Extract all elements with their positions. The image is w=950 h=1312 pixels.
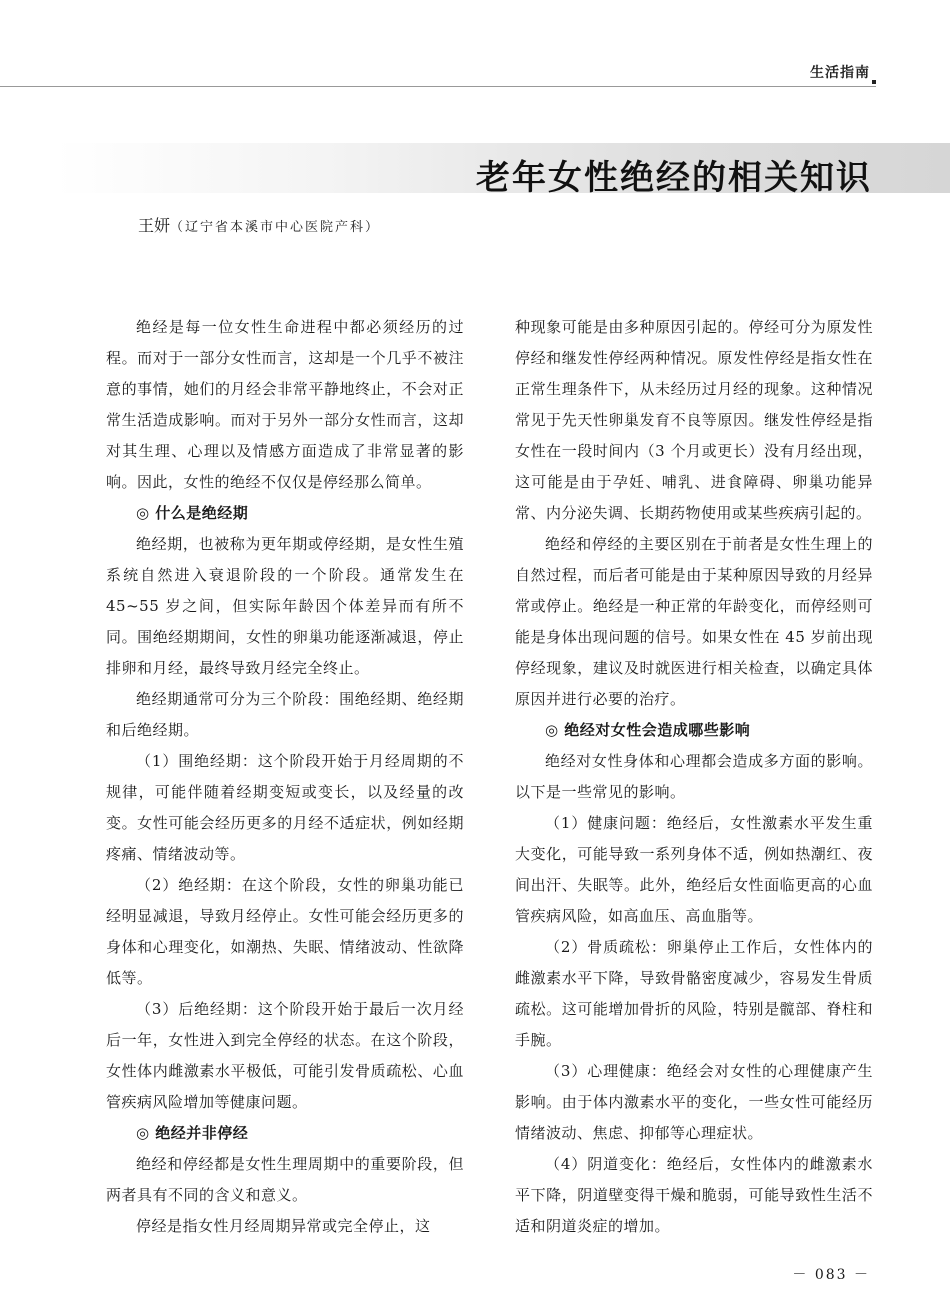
article-title: 老年女性绝经的相关知识: [476, 158, 872, 198]
byline: [138, 213, 380, 236]
section-heading: ◎ 绝经对女性会造成哪些影响: [545, 721, 751, 739]
paragraph: （1）围绝经期：这个阶段开始于月经周期的不规律，可能伴随着经期变短或变长，以及经量的改变。女性可能会经历更多的月经不适症状，例如经期疼痛、情绪波动等。: [106, 752, 464, 863]
paragraph: （3）后绝经期：这个阶段开始于最后一次月经后一年，女性进入到完全停经的状态。在这个阶段，女性体内雌激素水平极低，可能引发骨质疏松、心血管疾病风险增加等健康问题。: [106, 1000, 464, 1111]
section-label: 生活指南: [810, 65, 870, 81]
section-heading: ◎ 什么是绝经期: [136, 504, 249, 522]
paragraph: （3）心理健康：绝经会对女性的心理健康产生影响。由于体内激素水平的变化，一些女性可能经历情绪波动、焦虑、抑郁等心理症状。: [515, 1062, 873, 1142]
paragraph: 绝经和停经的主要区别在于前者是女性生理上的自然过程，而后者可能是由于某种原因导致的月经异常或停止。绝经是一种正常的年龄变化，而停经则可能是身体出现问题的信号。如果女性在 45 岁前出现停经现象，建议及时就医进行相关检查，以确定具体原因并进行必要的治疗。: [515, 535, 873, 708]
paragraph: 绝经和停经都是女性生理周期中的重要阶段，但两者具有不同的含义和意义。: [106, 1155, 464, 1204]
section-heading: ◎ 绝经并非停经: [136, 1124, 249, 1142]
paragraph: 停经是指女性月经周期异常或完全停止，这: [136, 1217, 431, 1235]
paragraph: 绝经期，也被称为更年期或停经期，是女性生殖系统自然进入衰退阶段的一个阶段。通常发生在 45~55 岁之间，但实际年龄因个体差异而有所不同。围绝经期期间，女性的卵巢功能逐渐减退，停止排卵和月经，最终导致月经完全终止。: [106, 535, 464, 677]
paragraph: 绝经是每一位女性生命进程中都必须经历的过程。而对于一部分女性而言，这却是一个几乎不被注意的事情，她们的月经会非常平静地终止，不会对正常生活造成影响。而对于另外一部分女性而言，这却对其生理、心理以及情感方面造成了非常显著的影响。因此，女性的绝经不仅仅是停经那么简单。: [106, 318, 464, 491]
right-column: [515, 312, 873, 1242]
author-name: 王妍: [138, 216, 171, 235]
paragraph: 绝经期通常可分为三个阶段：围绝经期、绝经期和后绝经期。: [106, 690, 464, 739]
paragraph: （4）阴道变化：绝经后，女性体内的雌激素水平下降，阴道壁变得干燥和脆弱，可能导致性生活不适和阴道炎症的增加。: [515, 1155, 873, 1235]
paragraph: （2）骨质疏松：卵巢停止工作后，女性体内的雌激素水平下降，导致骨骼密度减少，容易发生骨质疏松。这可能增加骨折的风险，特别是髋部、脊柱和手腕。: [515, 938, 873, 1049]
author-affiliation: （辽宁省本溪市中心医院产科）: [170, 220, 381, 235]
page-number: － 083 －: [792, 1267, 870, 1283]
header-marker: [872, 80, 876, 84]
paragraph: 绝经对女性身体和心理都会造成多方面的影响。以下是一些常见的影响。: [515, 752, 873, 801]
paragraph: （2）绝经期：在这个阶段，女性的卵巢功能已经明显减退，导致月经停止。女性可能会经历更多的身体和心理变化，如潮热、失眠、情绪波动、性欲降低等。: [106, 876, 464, 987]
paragraph-continued: 种现象可能是由多种原因引起的。停经可分为原发性停经和继发性停经两种情况。原发性停经是指女性在正常生理条件下，从未经历过月经的现象。这种情况常见于先天性卵巢发育不良等原因。继发性停经是指女性在一段时间内（3 个月或更长）没有月经出现，这可能是由于孕妊、哺乳、进食障碍、卵巢功能异常、内分泌失调、长期药物使用或某些疾病引起的。: [515, 318, 873, 522]
left-column: [106, 312, 464, 1242]
header-divider: [0, 86, 876, 87]
paragraph: （1）健康问题：绝经后，女性激素水平发生重大变化，可能导致一系列身体不适，例如热潮红、夜间出汗、失眠等。此外，绝经后女性面临更高的心血管疾病风险，如高血压、高血脂等。: [515, 814, 873, 925]
